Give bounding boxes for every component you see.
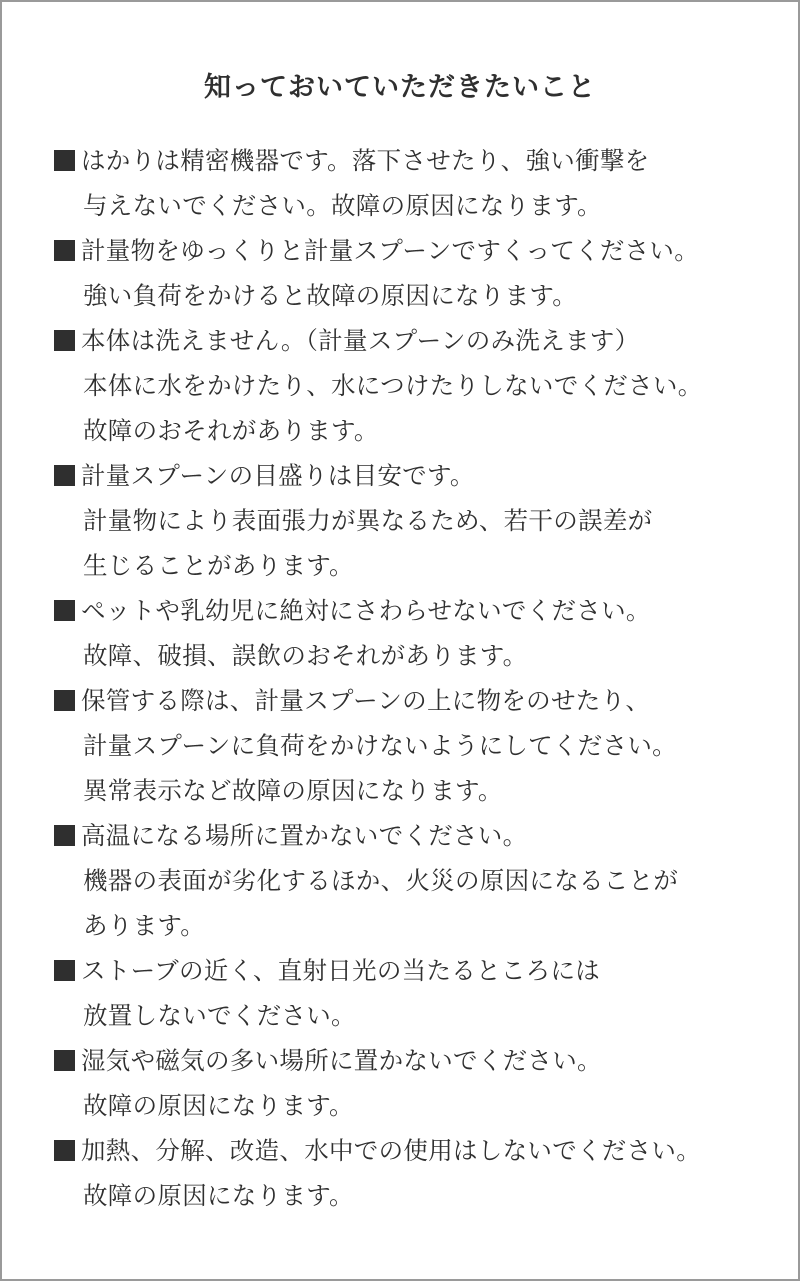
square-bullet-icon [54,240,75,261]
notice-line: 本体に水をかけたり、水につけたりしないでください。 [83,371,703,400]
notice-line [54,228,774,273]
square-bullet-icon [54,690,75,711]
notice-text: はかりは精密機器です。落下させたり、強い衝撃を [81,146,650,175]
square-bullet-icon [54,1050,75,1071]
notice-line [54,453,774,498]
notice-line: 故障のおそれがあります。 [83,416,379,445]
notice-text: 高温になる場所に置かないでください。 [81,821,528,850]
square-bullet-icon [54,465,75,486]
notice-line: あります。 [83,911,206,940]
notice-item [54,318,774,453]
notice-text: ストーブの近く、直射日光の当たるところには [81,956,601,985]
notice-line: 生じることがあります。 [83,551,354,580]
notice-text: 保管する際は、計量スプーンの上に物をのせたり、 [81,686,651,715]
notice-item [54,138,774,228]
notice-line: 故障の原因になります。 [83,1181,354,1210]
square-bullet-icon [54,960,75,981]
notice-item [54,588,774,678]
notice-item [54,453,774,588]
notice-line [54,588,774,633]
square-bullet-icon [54,330,75,351]
square-bullet-icon [54,825,75,846]
notice-line [54,948,774,993]
notice-text: 湿気や磁気の多い場所に置かないでください。 [81,1046,602,1075]
notice-text: 本体は洗えません。（計量スプーンのみ洗えます） [81,326,640,355]
notice-text: ペットや乳幼児に絶対にさわらせないでください。 [81,596,651,625]
notice-line [54,813,774,858]
notice-line: 強い負荷をかけると故障の原因になります。 [83,281,578,310]
notice-item [54,678,774,813]
notice-item [54,813,774,948]
notice-line: 故障の原因になります。 [83,1091,354,1120]
notice-line: 計量物により表面張力が異なるため、若干の誤差が [83,506,653,535]
notice-item [54,1038,774,1128]
notice-line: 計量スプーンに負荷をかけないようにしてください。 [83,731,677,760]
notice-text: 加熱、分解、改造、水中での使用はしないでください。 [81,1136,701,1165]
notice-text: 計量物をゆっくりと計量スプーンですくってください。 [81,236,700,265]
notice-line [54,1038,774,1083]
notice-line: 放置しないでください。 [83,1001,356,1030]
notice-line [54,1128,774,1173]
notice-line: 故障、破損、誤飲のおそれがあります。 [83,641,528,670]
notice-line: 与えないでください。故障の原因になります。 [83,191,602,220]
notice-line: 異常表示など故障の原因になります。 [83,776,503,805]
notice-line [54,138,774,183]
notice-line [54,678,774,723]
page-title: 知っておいていただきたいこと [204,72,596,103]
square-bullet-icon [54,600,75,621]
square-bullet-icon [54,150,75,171]
notice-item [54,948,774,1038]
square-bullet-icon [54,1140,75,1161]
notice-text: 計量スプーンの目盛りは目安です。 [81,461,475,490]
notice-item [54,228,774,318]
notice-list [54,138,774,1218]
notice-line: 機器の表面が劣化するほか、火災の原因になることが [83,866,679,895]
notice-item [54,1128,774,1218]
notice-line [54,318,774,363]
